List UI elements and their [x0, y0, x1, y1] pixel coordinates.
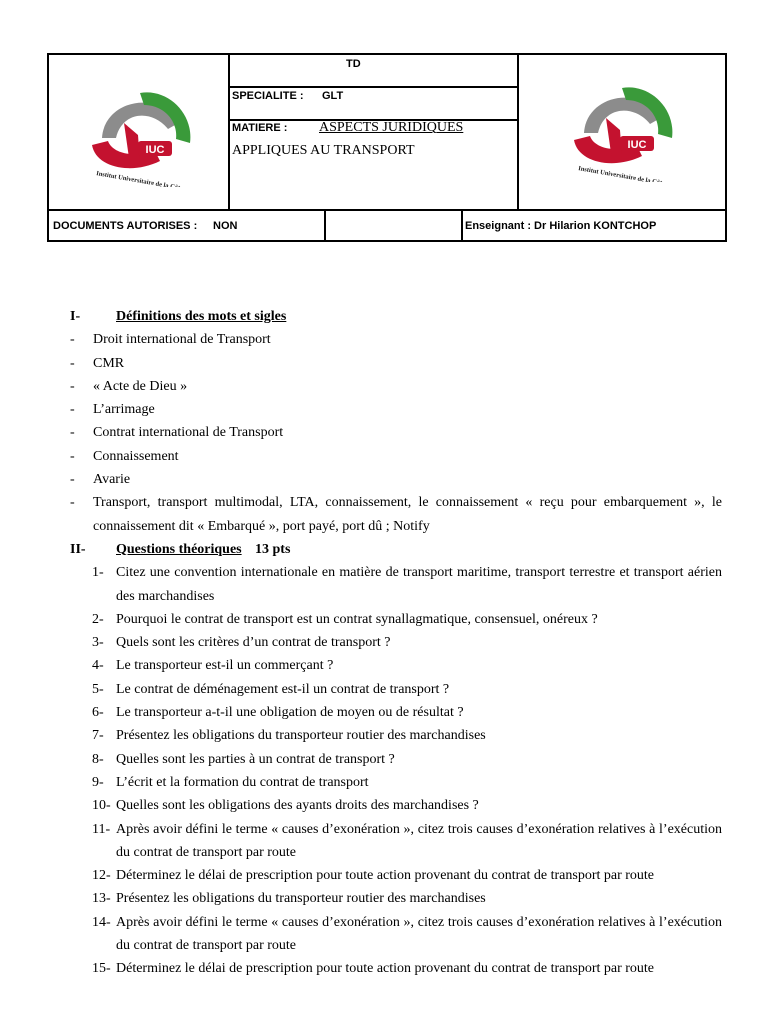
question-text: Citez une convention internationale en matière de transport maritime, transport terrestre et transport aérien: [116, 565, 722, 581]
question-continuation: [70, 841, 722, 864]
specialite-value: GLT: [322, 90, 344, 102]
question-item: [70, 701, 722, 724]
question-item: [70, 748, 722, 771]
question-item: [70, 957, 722, 980]
question-item: [70, 724, 722, 747]
matiere-line1: ASPECTS JURIDIQUES: [319, 120, 464, 135]
enseignant: Enseignant : Dr Hilarion KONTCHOP: [465, 220, 657, 232]
question-number: 6-: [92, 705, 104, 721]
question-text: Quels sont les critères d’un contrat de transport ?: [116, 635, 391, 651]
question-text: Le transporteur est-il un commerçant ?: [116, 658, 334, 674]
question-item: [70, 818, 722, 841]
question-number: 1-: [92, 565, 104, 581]
section-1-heading: [70, 305, 722, 328]
question-number: 5-: [92, 681, 104, 697]
question-text: Déterminez le délai de prescription pour toute action provenant du contrat de transport par route: [116, 961, 655, 977]
question-text: Quelles sont les parties à un contrat de transport ?: [116, 751, 395, 767]
question-text: Le transporteur a-t-il une obligation de moyen ou de résultat ?: [116, 705, 464, 721]
iuc-logo-right: [564, 78, 682, 182]
divider: [228, 55, 230, 211]
svg-text:Institut Universitaire de la C: Institut Universitaire de la Côte: [577, 165, 666, 182]
matiere-line2: APPLIQUES AU TRANSPORT: [232, 143, 415, 158]
list-item: - Droit international de Transport: [70, 332, 271, 348]
section-1-title: Définitions des mots et sigles: [116, 309, 287, 324]
question-item: [70, 911, 722, 934]
question-text: du contrat de transport par route: [116, 844, 296, 860]
list-item: - « Acte de Dieu »: [70, 378, 188, 394]
svg-text:IUC: IUC: [145, 144, 165, 156]
documents-value: NON: [213, 220, 238, 232]
documents-label: DOCUMENTS AUTORISES :: [53, 220, 198, 232]
list-item: - Contrat international de Transport: [70, 425, 284, 441]
question-text: Présentez les obligations du transporteur routier des marchandises: [116, 891, 486, 907]
list-item: - Transport, transport multimodal, LTA, connaissement, le connaissement « reçu pour embarquement », le: [70, 495, 722, 511]
question-item: [70, 678, 722, 701]
specialite-label: SPECIALITE :: [232, 90, 304, 102]
question-item: [70, 864, 722, 887]
header-table: [47, 53, 727, 242]
question-item: [70, 561, 722, 584]
section-2-roman: II-: [70, 541, 86, 557]
svg-text:Institut Universitaire de la C: Institut Universitaire de la Côte: [95, 170, 184, 187]
question-text: Le contrat de déménagement est-il un contrat de transport ?: [116, 681, 450, 697]
divider: [228, 86, 519, 88]
list-item: - Connaissement: [70, 448, 179, 464]
question-continuation: [70, 585, 722, 608]
question-text: Pourquoi le contrat de transport est un contrat synallagmatique, consensuel, onéreux ?: [116, 611, 598, 627]
td-label: TD: [346, 58, 361, 70]
question-text: Après avoir défini le terme « causes d’exonération », citez trois causes d’exonération relatives à l’exécution: [116, 821, 722, 837]
iuc-logo-left: [82, 83, 200, 187]
question-number: 7-: [92, 728, 104, 744]
question-number: 8-: [92, 751, 104, 767]
document-body: [70, 305, 722, 981]
question-number: 9-: [92, 774, 104, 790]
svg-text:IUC: IUC: [627, 139, 647, 151]
question-number: 11-: [92, 821, 111, 837]
list-item-continuation: connaissement dit « Embarqué », port payé, port dû ; Notify: [93, 518, 430, 534]
question-text: des marchandises: [116, 588, 215, 604]
question-text: L’écrit et la formation du contrat de transport: [116, 774, 369, 790]
divider: [461, 211, 463, 242]
question-number: 15-: [92, 961, 111, 977]
question-number: 3-: [92, 635, 104, 651]
question-number: 4-: [92, 658, 104, 674]
section-1-roman: I-: [70, 309, 81, 324]
question-text: Déterminez le délai de prescription pour toute action provenant du contrat de transport par route: [116, 868, 655, 884]
list-item: - CMR: [70, 355, 125, 371]
question-number: 14-: [92, 914, 111, 930]
question-text: Quelles sont les obligations des ayants droits des marchandises ?: [116, 798, 479, 814]
question-item: [70, 794, 722, 817]
question-number: 10-: [92, 798, 111, 814]
question-item: [70, 608, 722, 631]
question-item: [70, 631, 722, 654]
question-item: [70, 771, 722, 794]
matiere-label: MATIERE :: [232, 122, 288, 134]
question-text: du contrat de transport par route: [116, 938, 296, 954]
question-continuation: [70, 934, 722, 957]
question-text: Après avoir défini le terme « causes d’exonération », citez trois causes d’exonération relatives à l’exécution: [116, 914, 722, 930]
question-number: 13-: [92, 891, 111, 907]
section-2-points: 13 pts: [255, 541, 291, 557]
question-text: Présentez les obligations du transporteur routier des marchandises: [116, 728, 486, 744]
list-item: - Avarie: [70, 472, 131, 488]
divider: [324, 211, 326, 242]
questions-list: [70, 561, 722, 980]
question-number: 12-: [92, 868, 111, 884]
question-item: [70, 887, 722, 910]
section-2-title: Questions théoriques: [116, 541, 242, 557]
divider: [517, 55, 519, 211]
question-item: [70, 654, 722, 677]
question-number: 2-: [92, 611, 104, 627]
divider: [49, 209, 725, 211]
section-2-heading: [70, 538, 722, 561]
list-item: - L’arrimage: [70, 402, 155, 418]
